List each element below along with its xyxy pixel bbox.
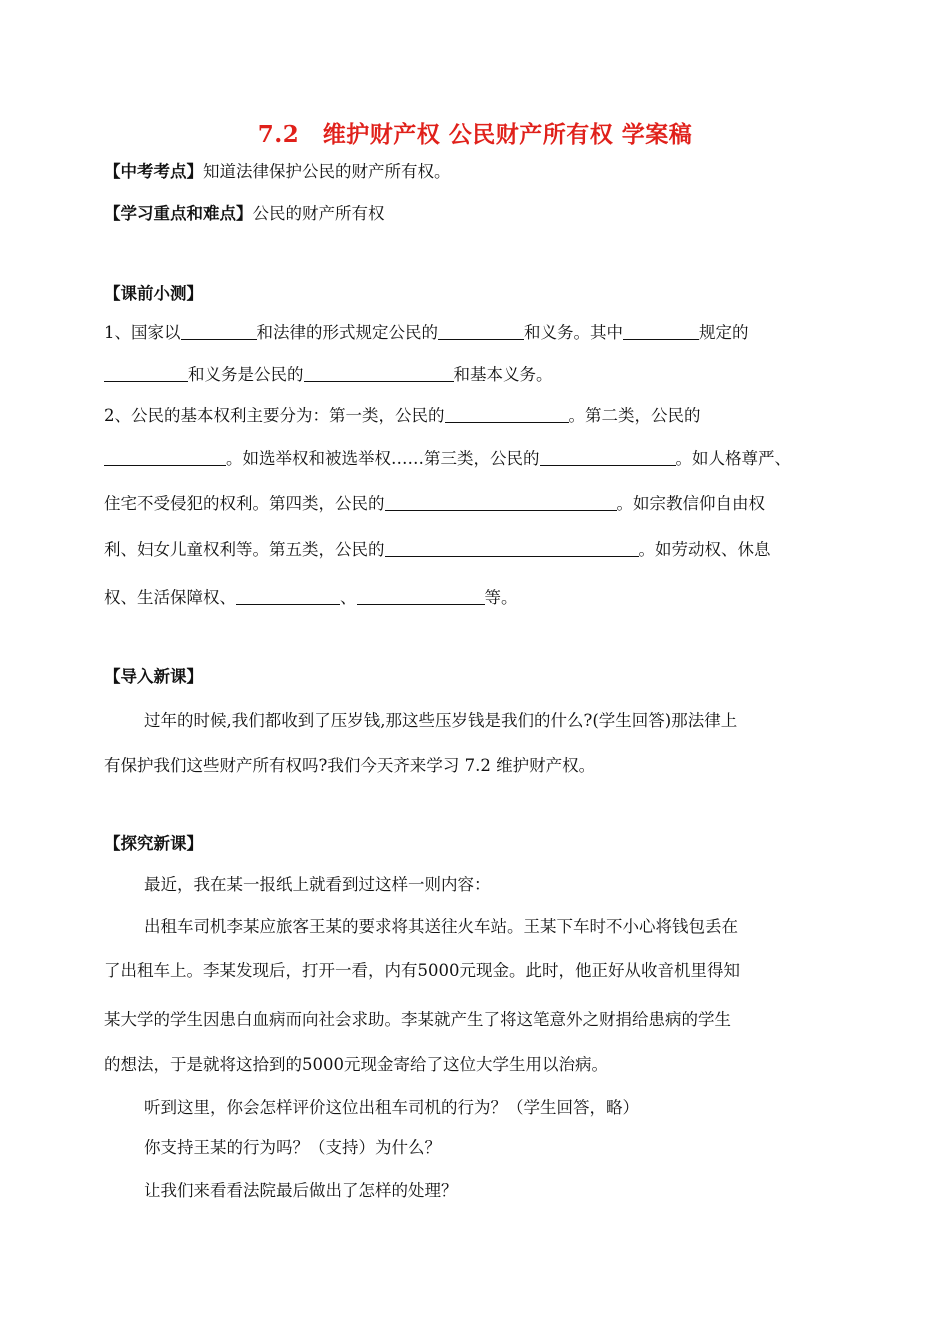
exam-point-line (104, 161, 451, 183)
q2-text: 。如劳动权、休息 (638, 540, 771, 559)
intro-paragraph-line-2: 有保护我们这些财产所有权吗?我们今天齐来学习 7.2 维护财产权。 (104, 756, 596, 775)
q1-text: 规定的 (699, 323, 749, 342)
q2-text: 。如宗教信仰自由权 (616, 494, 765, 513)
explore-heading: 【探究新课】 (104, 834, 203, 853)
fill-blank[interactable] (181, 324, 257, 340)
fill-blank[interactable] (104, 450, 226, 466)
fill-blank[interactable] (357, 589, 485, 605)
exam-point-label: 【中考考点】 (104, 162, 203, 181)
explore-paragraph: 最近，我在某一报纸上就看到过这样一则内容： (144, 875, 491, 894)
fill-blank[interactable] (438, 324, 524, 340)
question-2: 你支持王某的行为吗？（支持）为什么？ (144, 1138, 441, 1157)
key-point-line (104, 203, 385, 225)
story-line-1: 出租车司机李某应旅客王某的要求将其送往火车站。王某下车时不小心将钱包丢在 (144, 917, 738, 936)
fill-blank[interactable] (385, 495, 617, 511)
intro-paragraph-line-1: 过年的时候,我们都收到了压岁钱,那这些压岁钱是我们的什么?(学生回答)那法律上 (144, 711, 738, 730)
q1-text: 和法律的形式规定公民的 (256, 323, 438, 342)
question-1: 听到这里，你会怎样评价这位出租车司机的行为？（学生回答，略） (144, 1098, 639, 1117)
fill-blank[interactable] (304, 366, 454, 382)
q2-line-3 (104, 493, 765, 515)
question-3: 让我们来看看法院最后做出了怎样的处理？ (144, 1181, 458, 1200)
pretest-heading: 【课前小测】 (104, 284, 203, 303)
story-line-3: 某大学的学生因患白血病而向社会求助。李某就产生了将这笔意外之财捐给患病的学生 (104, 1010, 731, 1029)
q2-text: 2、公民的基本权利主要分为：第一类，公民的 (104, 406, 445, 425)
story-line-4: 的想法，于是就将这拾到的5000元现金寄给了这位大学生用以治病。 (104, 1055, 608, 1074)
q2-line-2 (104, 448, 791, 470)
q2-text: 利、妇女儿童权利等。第五类，公民的 (104, 540, 385, 559)
q2-text: 。第二类，公民的 (568, 406, 701, 425)
key-point-label: 【学习重点和难点】 (104, 204, 253, 223)
q1-text: 和义务。其中 (524, 323, 623, 342)
key-point-text: 公民的财产所有权 (252, 204, 385, 223)
q2-text: 、 (340, 588, 357, 607)
fill-blank[interactable] (540, 450, 676, 466)
fill-blank[interactable] (385, 541, 639, 557)
q2-line-5 (104, 587, 518, 609)
q1-line-1 (104, 322, 749, 344)
q2-line-1 (104, 405, 701, 427)
fill-blank[interactable] (623, 324, 699, 340)
fill-blank[interactable] (104, 366, 188, 382)
q1-line-2 (104, 364, 553, 386)
q2-text: 住宅不受侵犯的权利。第四类，公民的 (104, 494, 385, 513)
fill-blank[interactable] (236, 589, 340, 605)
q2-line-4 (104, 539, 771, 561)
q1-text: 和义务是公民的 (188, 365, 304, 384)
fill-blank[interactable] (445, 407, 569, 423)
q1-text: 1、国家以 (104, 323, 181, 342)
q2-text: 等。 (484, 588, 518, 607)
intro-heading: 【导入新课】 (104, 667, 203, 686)
q2-text: 。如人格尊严、 (675, 449, 791, 468)
exam-point-text: 知道法律保护公民的财产所有权。 (203, 162, 451, 181)
q2-text: 权、生活保障权、 (104, 588, 236, 607)
q2-text: 。如选举权和被选举权……第三类，公民的 (226, 449, 540, 468)
q1-text: 和基本义务。 (453, 365, 553, 384)
document-title: 7.2 维护财产权 公民财产所有权 学案稿 (257, 121, 693, 148)
story-line-2: 了出租车上。李某发现后，打开一看，内有5000元现金。此时，他正好从收音机里得知 (104, 961, 740, 980)
